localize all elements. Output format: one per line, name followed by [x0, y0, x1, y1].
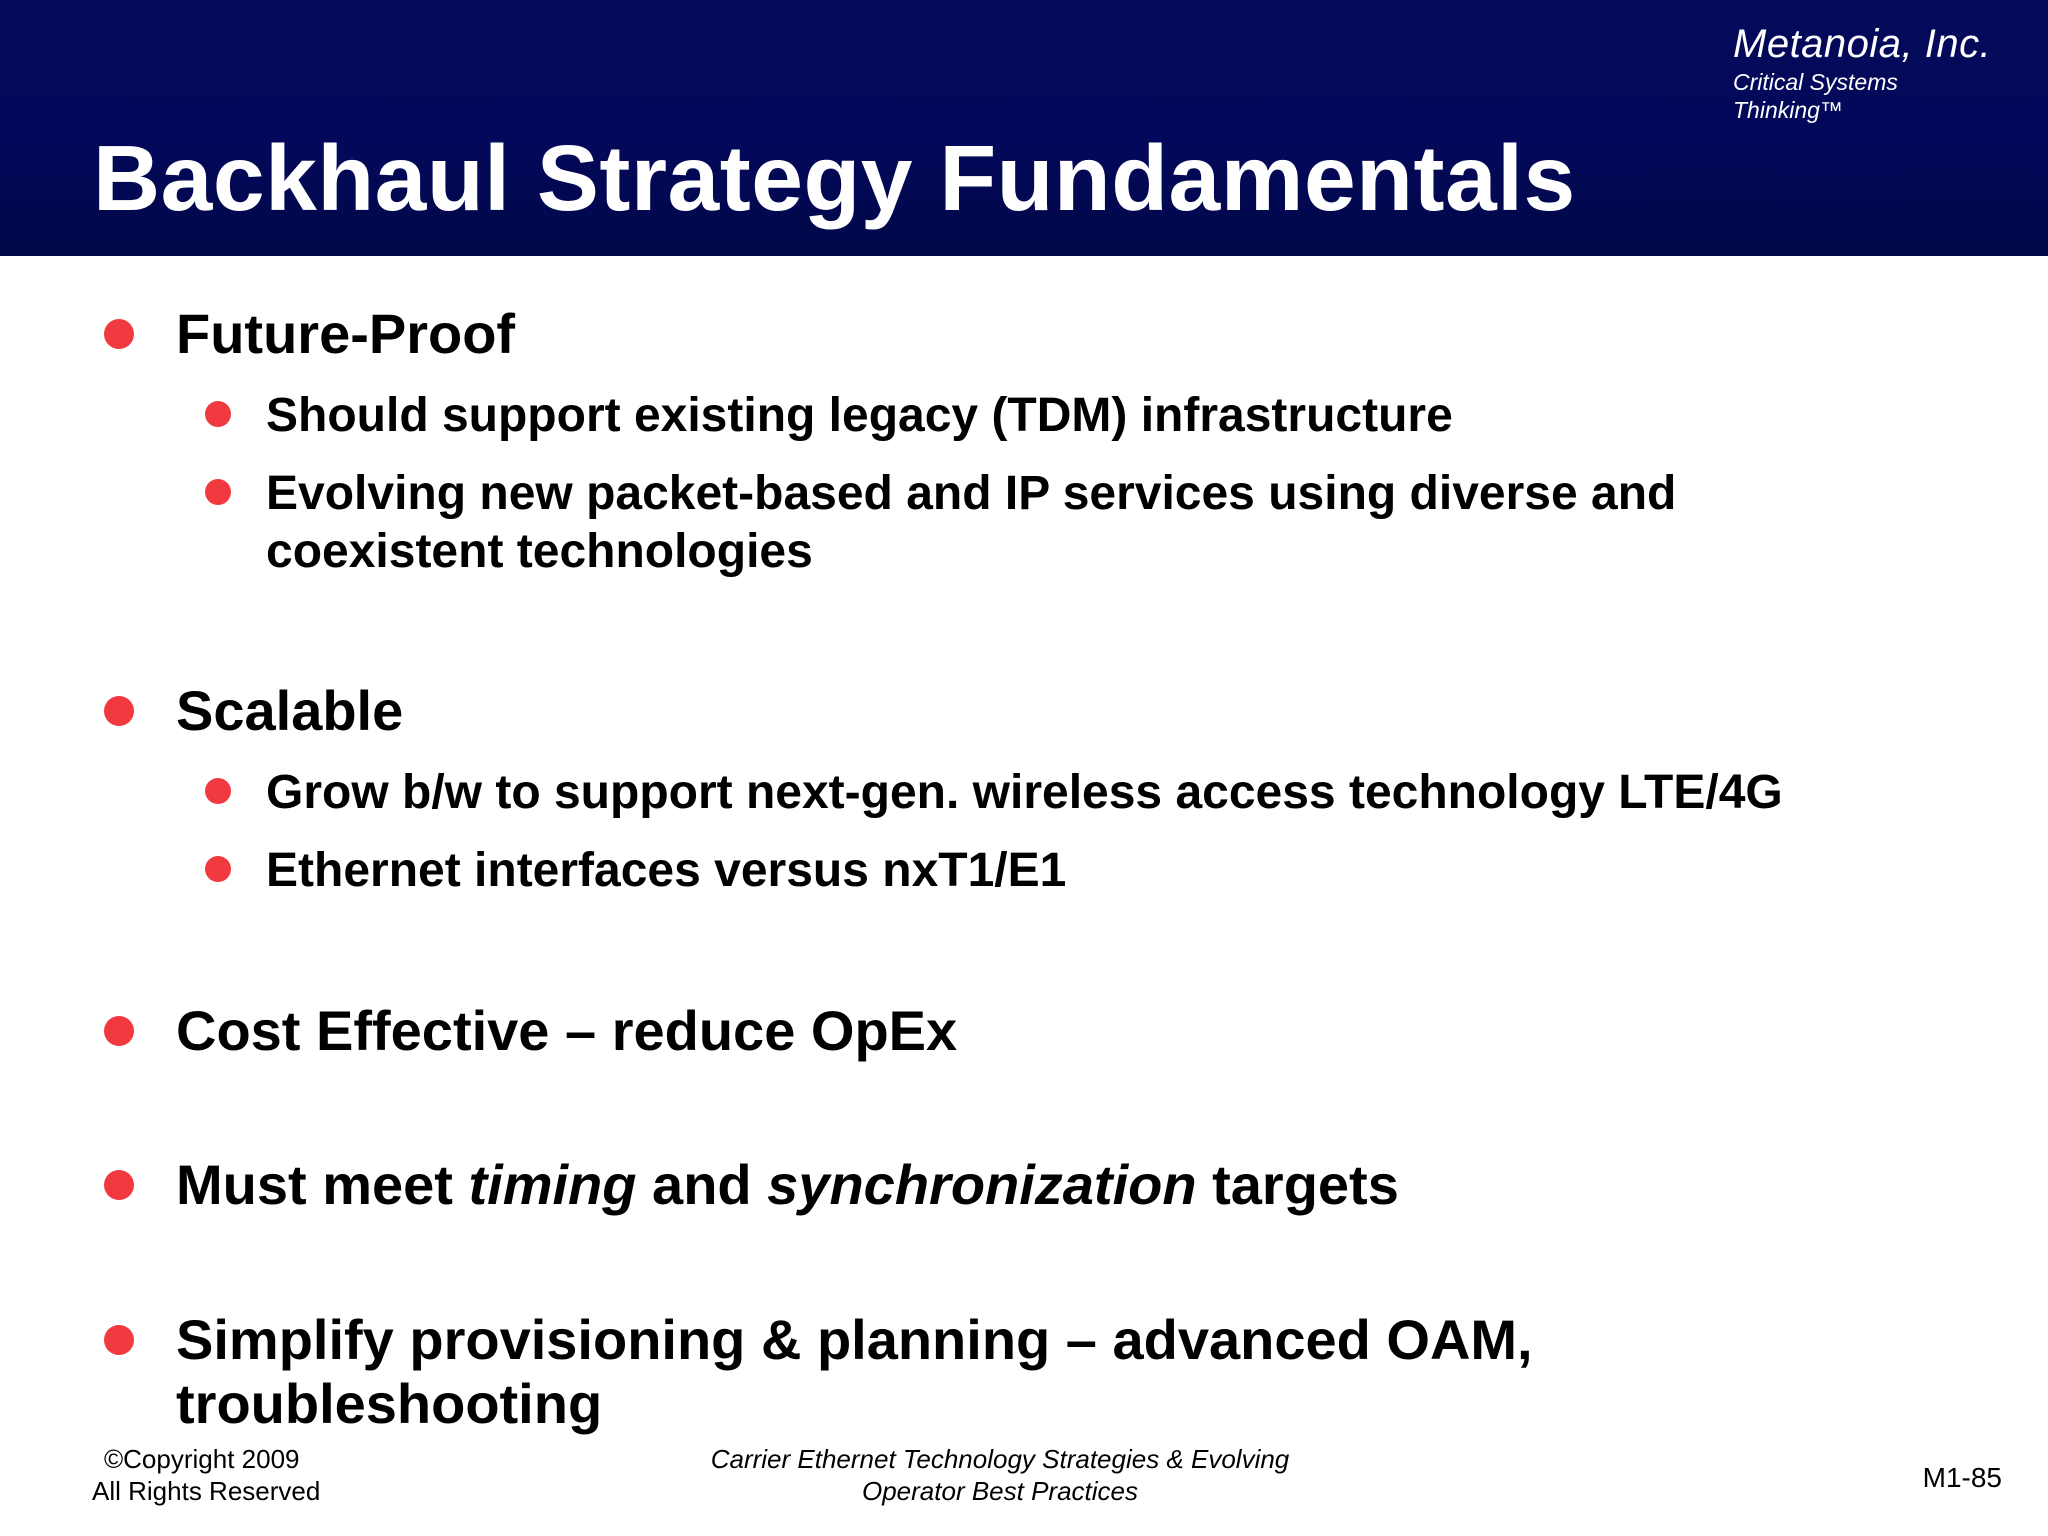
copyright-text: ©Copyright 2009	[104, 1444, 300, 1474]
bullet-text-part: Must meet	[176, 1153, 469, 1216]
sub-bullet-dot-icon	[205, 479, 231, 505]
bullet-dot-icon	[104, 1170, 134, 1200]
bullet-dot-icon	[104, 696, 134, 726]
bullet-text-italic: timing	[468, 1153, 637, 1216]
course-title-line2: Operator Best Practices	[862, 1476, 1138, 1506]
bullet-text-cont: troubleshooting	[176, 1372, 603, 1435]
bullet-text-part: targets	[1196, 1153, 1399, 1216]
rights-text: All Rights Reserved	[92, 1476, 321, 1506]
bullet-scalable	[176, 679, 403, 743]
sub-bullet-dot-icon	[205, 856, 231, 882]
bullet-dot-icon	[104, 1016, 134, 1046]
footer-copyright	[92, 1443, 320, 1507]
sub-bullet-text: Should support existing legacy (TDM) infrastructure	[266, 389, 1453, 442]
sub-bullet-text: Evolving new packet-based and IP services using diverse and	[266, 467, 1677, 520]
bullet-text: Scalable	[176, 679, 404, 742]
bullet-simplify	[176, 1308, 1533, 1436]
sub-bullet-dot-icon	[205, 401, 231, 427]
bullet-timing	[176, 1153, 1399, 1217]
bullet-dot-icon	[104, 1325, 134, 1355]
company-name: Metanoia, Inc.	[1733, 22, 1992, 66]
sub-bullet-dot-icon	[205, 778, 231, 804]
sub-bullet-text: Ethernet interfaces versus nxT1/E1	[266, 844, 1067, 897]
sub-bullet-packet-services	[266, 465, 1676, 581]
bullet-text: Simplify provisioning & planning – advanced OAM,	[176, 1308, 1533, 1371]
sub-bullet-legacy	[266, 387, 1453, 445]
bullet-dot-icon	[104, 319, 134, 349]
company-tagline: Critical Systems Thinking™	[1733, 69, 1898, 123]
page-number: M1-85	[1922, 1462, 2002, 1493]
brand-block	[1733, 22, 2013, 124]
bullet-text-part: and	[636, 1153, 768, 1216]
bullet-cost-effective	[176, 999, 957, 1063]
bullet-future-proof	[176, 302, 515, 366]
sub-bullet-text-cont: coexistent technologies	[266, 525, 813, 578]
bullet-text: Cost Effective – reduce OpEx	[176, 999, 958, 1062]
bullet-text-italic: synchronization	[767, 1153, 1197, 1216]
sub-bullet-ethernet	[266, 842, 1066, 900]
slide-header	[0, 0, 2048, 256]
bullet-text: Future-Proof	[176, 302, 516, 365]
footer-course-title	[600, 1443, 1400, 1507]
course-title-line1: Carrier Ethernet Technology Strategies & Evolving	[710, 1444, 1290, 1474]
sub-bullet-text: Grow b/w to support next-gen. wireless access technology LTE/4G	[266, 766, 1783, 819]
sub-bullet-grow-bw	[266, 764, 1783, 822]
slide-title: Backhaul Strategy Fundamentals	[93, 126, 1576, 230]
